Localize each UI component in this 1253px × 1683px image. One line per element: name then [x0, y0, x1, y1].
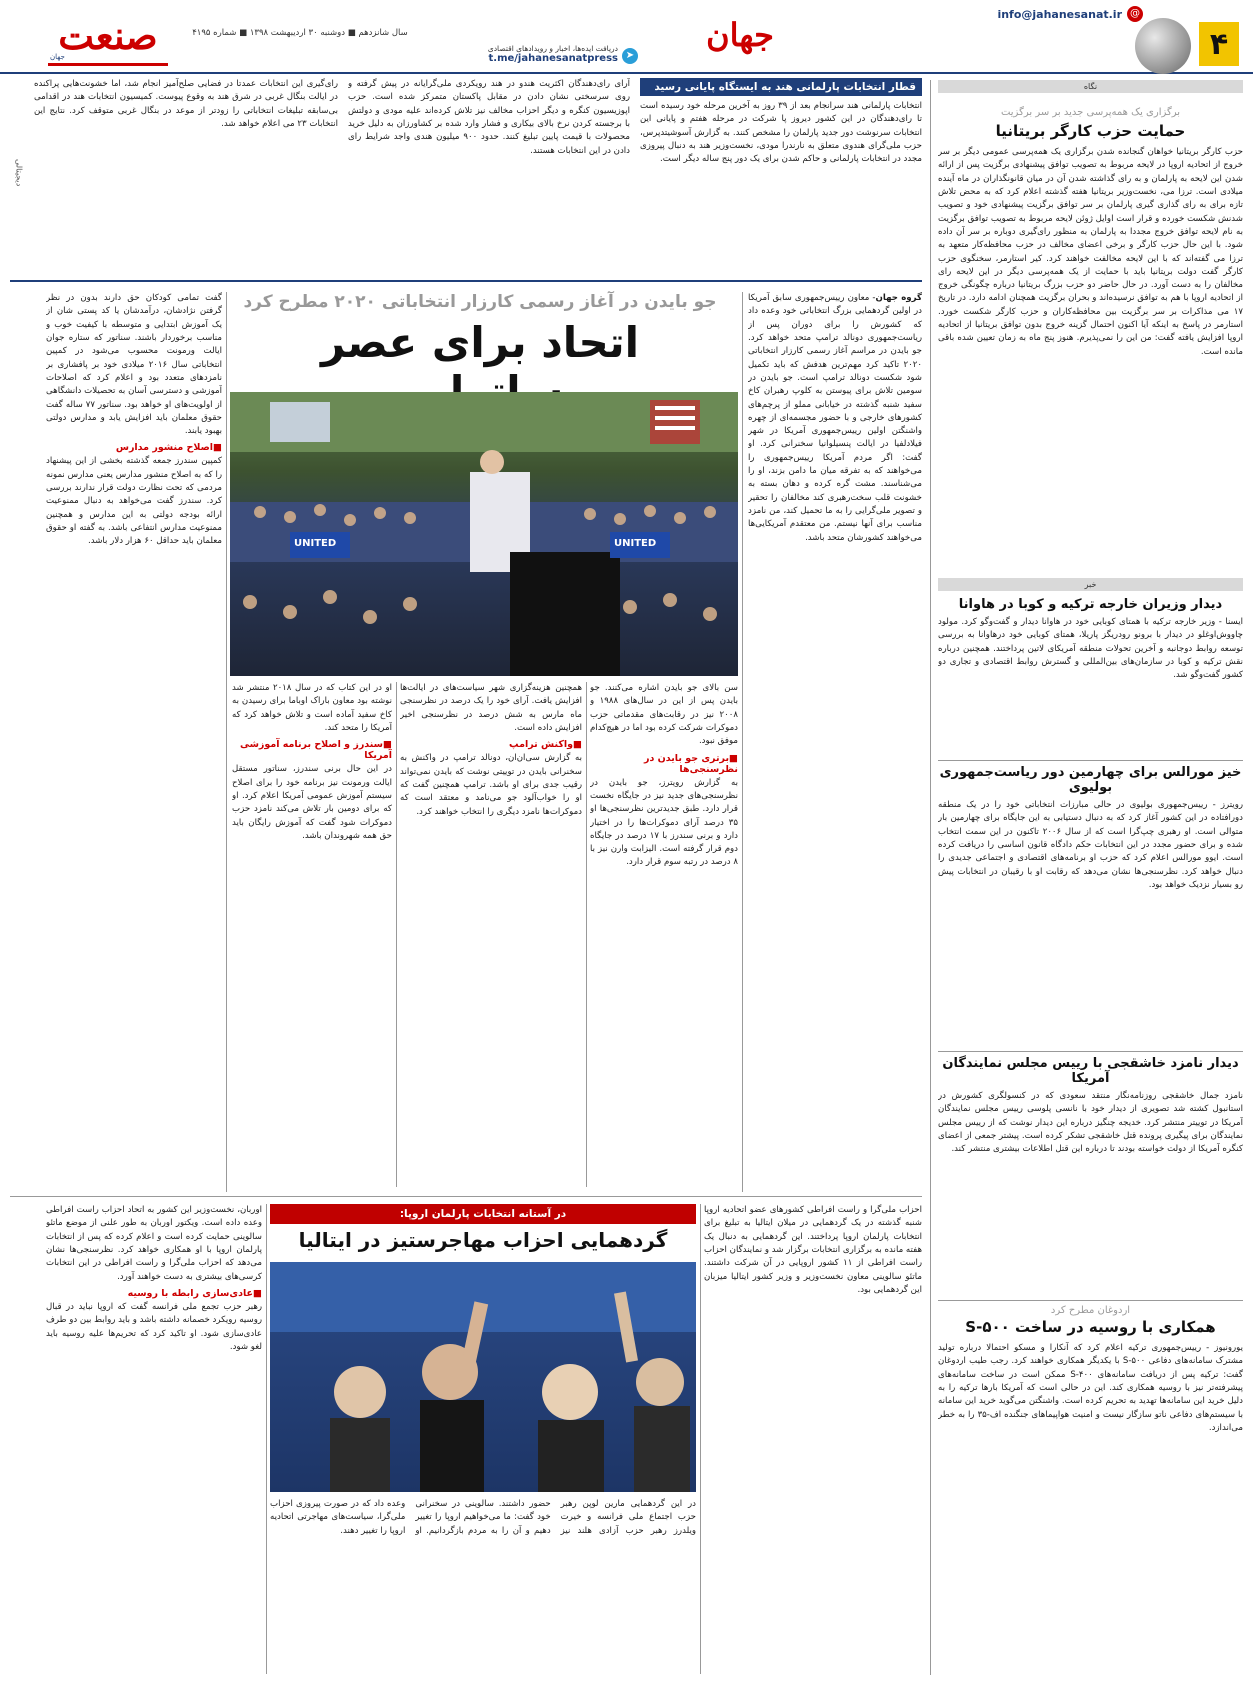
rally-illustration: [270, 1262, 696, 1492]
india-col3: رای‌گیری این انتخابات عمدتا در فضایی صلح‌آمیز انجام شد، اما خشونت‌هایی پراکنده در ایالت بنگال غربی در شرق هند به وقوع پیوست. کمیسیون انتخابات هند در اقدامی بی‌سابقه تبلیغات انتخاباتی را زودتر از موعد در بنگال غربی متوقف کرد. نتایج این انتخابات ۲۳ می اعلام خواهد شد.: [34, 79, 338, 129]
khashoggi-body: نامزد جمال خاشقجی روزنامه‌نگار منتقد سعودی که در کنسولگری کشورش در استانبول کشته شد تصویری از دیدار خود با نانسی پلوسی رییس مجلس نمایندگان آمریکا در توییتر منتشر کرد. خدیجه چنگیز درباره این دیدار نوشت که از رییس مجلس نمایندگان برای پیگیری پرونده قتل خاشقجی تشکر کرده است. پیشتر جمعی از اعضای کنگره آمریکا از دولت خواسته بودند تا درباره این قتل اطلاعات بیشتری منتشر کند.: [938, 1091, 1243, 1155]
main-col-a: [590, 682, 738, 1187]
main-left-text: گفت تمامی کودکان حق دارند بدون در نظر گرفتن نژادشان، درآمدشان یا کد پستی شان از یک آموزش ابتدایی و متوسطه با کیفیت خوب و مناسب برخوردار باشند. سناتور که ستاره جوان ایالت ورمونت محسوب می‌شود در کمپین انتخاباتی سال ۲۰۱۶ میلادی خود بر پافشاری بر نامزدهای متعدد بود و اعلام کرد که اصلاحات آموزشی و دسترسی آسان به تحصیلات دانشگاهی از اولویت‌های او خواهد بود. سناتور ۷۷ ساله گفت حقوق معلمان باید افزایش یابد و مدارس دولتی بهبود یابند.: [46, 293, 222, 437]
issue-info: سال شانزدهم ■ دوشنبه ۳۰ اردیبهشت ۱۳۹۸ ■ شماره ۴۱۹۵: [192, 28, 408, 38]
italy-col-right-text: احزاب ملی‌گرا و راست افراطی کشورهای عضو اتحادیه اروپا شنبه گذشته در یک گردهمایی در میلان ایتالیا به تبلیغ برای انتخابات پارلمان اروپا پرداختند. این گردهمایی به دنبال یک هفته مانده به برگزاری انتخابات برگزار شد و نمایندگان احزاب راست افراطی از ۱۱ کشور اروپایی در آن شرکت داشتند. ماتئو سالوینی معاون نخست‌وزیر و وزیر کشور ایتالیا میزبان این گردهمایی بود.: [704, 1205, 922, 1295]
bolivia-headline: خیز مورالس برای چهارمین دور ریاست‌جمهوری بولیوی: [939, 765, 1242, 795]
main-col-b-text2: به گزارش سی‌ان‌ان، دونالد ترامپ در واکنش به سخنرانی بایدن در توییتی نوشت که بایدن نمی‌تواند رقیب جدی برای او باشد. ترامپ همچنین گفت که او را خواب‌آلود جو می‌نامد و معتقد است که دموکرات‌ها نامزد دیگری را انتخاب خواهند کرد.: [400, 753, 582, 817]
section-tag-look: نگاه: [938, 80, 1243, 93]
turkey-cuba-body: ایسنا - وزیر خارجه ترکیه با همتای کوبایی خود در هاوانا دیدار و گفت‌وگو کرد. مولود چاووش‌اوغلو در دیدار با برونو رودریگز پاریلا، همتای کوبایی خود درهاوانا به بررسی توسعه روابط دوجانبه و آخرین تحولات منطقه آمریکای لاتین پرداختند. همچنین درباره نقش ترکیه و کوبا در سازمان‌های بین‌المللی و گسترش روابط اقتصادی و تجاری دو کشور گفت‌وگو شد.: [938, 617, 1243, 681]
italy-col-mid: [270, 1498, 696, 1674]
page-number-box: [1199, 22, 1239, 66]
email-icon: @: [1127, 6, 1143, 22]
main-col-c-text2: در این حال برنی سندرز، سناتور مستقل ایالت ورمونت نیز برنامه خود را برای اصلاح سیستم آموزش عمومی آمریکا اعلام کرد. او که برای دومین بار تلاش می‌کند نامزد حزب دموکرات شود گفت که آموزش رایگان باید حق همه شهروندان باشد.: [232, 764, 392, 841]
main-left-col: [46, 292, 222, 1192]
telegram-icon: ➤: [622, 48, 638, 64]
brexit-headline: حمایت حزب کارگر بریتانیا: [995, 122, 1186, 140]
italy-col-left: [46, 1204, 262, 1674]
page-header: [0, 0, 1253, 74]
india-headline-bar: [640, 78, 922, 96]
bolivia-body: رویترز - رییس‌جمهوری بولیوی در حالی مبارزات انتخاباتی خود را در یک منطقه دورافتاده در این کشور آغاز کرد که به دنبال دستیابی به این جایگاه برای چهارمین بار متوالی است. او رهبری چپ‌گرا است که از سال ۲۰۰۶ تاکنون در این سمت انتخاب شده و برای حضور مجدد در این انتخابات حکم دادگاه قانون اساسی را دریافت کرده است. ایوو مورالس اعلام کرد که حزب او برنامه‌های اقتصادی و اجتماعی جدیدی را دنبال خواهد کرد. نظرسنجی‌ها نشان می‌دهد که رقابت او با رقیبان در انتخابات پیش رو بسیار نزدیک خواهد بود.: [938, 800, 1243, 890]
main-photo: [230, 392, 738, 676]
main-left-text2: کمپین سندرز جمعه گذشته بخشی از این پیشنهاد را که به اصلاح منشور مدارس یعنی مدارس نمونه مردمی که تحت نظارت دولت قرار ندارند بررسی کرد. سندرز گفت می‌خواهد به دنبال ممنوعیت ارائه بودجه دولتی به این مدارس و همچنین ممنوعیت مدارس انتفاعی باشد. به گفته او حقوق معلمان باید حداقل ۶۰ هزار دلار باشد.: [46, 456, 222, 547]
telegram-box[interactable]: [410, 44, 640, 70]
main-left-subhead: ■ اصلاح منشور مدارس: [46, 442, 222, 453]
italy-col-left-text2: رهبر حزب تجمع ملی فرانسه گفت که اروپا نباید در قبال روسیه رویکرد خصمانه داشته باشد و باید روابط بین دو طرف عادی‌سازی شود. او تاکید کرد که تحریم‌ها علیه روسیه باید لغو شود.: [46, 1301, 262, 1352]
main-col-c-subhead: ■ سندرز و اصلاح برنامه آموزشی آمریکا: [232, 739, 392, 761]
india-box: [10, 78, 922, 274]
newspaper-logo: [48, 14, 168, 66]
main-lead-col: [748, 292, 922, 862]
page-number: ۴: [1209, 26, 1229, 62]
section-title: جهان: [706, 16, 774, 54]
main-lead-source: گروه جهان: [875, 293, 922, 303]
logo-text: صنعت: [58, 13, 158, 58]
main-col-b-text: همچنین هزینه‌گزاری شهر سیاست‌های در ایالت‌ها افزایش یافت. آرای خود را یک درصد در نظرسنجی ماه مارس به شش درصد در نظرسنجی اخیر افزایش داده است.: [400, 683, 582, 733]
telegram-line: دریافت ایده‌ها، اخبار و رویدادهای اقتصادی: [487, 44, 618, 53]
turkey-cuba-headline: دیدار وزیران خارجه ترکیه و کوبا در هاوانا: [958, 597, 1223, 612]
india-col1: انتخابات پارلمانی هند سرانجام بعد از ۳۹ روز به آخرین مرحله خود رسیده است تا رای‌دهندگان در این کشور دیروز پا شرکت در مرحله هفتم و پایانی این انتخابات سرنوشت دور جدید پارلمان را مشخص کنند. به گزارش آسوشیتدپرس، حزب ملی‌گرای هندوی متعلق به نارندرا مودی، نخست‌وزیر هند به دنبال پیروزی مجدد در انتخابات پارلمانی و حاکم شدن برای یک دور پنج ساله دیگر است.: [640, 101, 922, 165]
s500-kicker: اردوغان مطرح کرد: [1050, 1305, 1131, 1316]
section-tag-news: خبر: [938, 578, 1243, 591]
email-row[interactable]: [997, 6, 1143, 22]
s500-headline: همکاری با روسیه در ساخت S-۵۰۰: [965, 1318, 1216, 1336]
photo-sign-left: UNITED: [294, 538, 337, 549]
main-col-c: [232, 682, 392, 1187]
vertical-label: [10, 128, 28, 218]
italy-col-left-text: اوربان، نخست‌وزیر این کشور به اتحاد احزاب راست افراطی وعده داده است. ویکتور اوربان به طور علنی از موضع ماتئو سالوینی حمایت کرده است و اعلام کرده که پس از انتخابات پارلمان اروپا با او همکاری خواهد کرد. نظرسنجی‌ها نشان می‌دهد که احزاب ملی‌گرا و راست افراطی در این انتخابات کرسی‌های بیشتری به دست خواهند آورد.: [46, 1205, 262, 1282]
main-col-a-subhead: ■ برتری جو بایدن در نظرسنجی‌ها: [590, 753, 738, 775]
brexit-kicker: برگزاری یک همه‌پرسی جدید بر سر برگزیت: [1000, 107, 1181, 118]
main-lead-text: - معاون رییس‌جمهوری سابق آمریکا در اولین گردهمایی بزرگ انتخاباتی خود وعده داد که کشورش را برای دوران پس از ریاست‌جمهوری دونالد ترامپ متحد خواهد کرد. جو بایدن در مراسم آغاز رسمی کارزار انتخاباتی ۲۰۲۰ تاکید کرد مهم‌ترین هدفش که باید تکمیل شود شکست دونالد ترامپ است. جو بایدن در سومین تلاش برای پیوستن به کلوپ رهبران کاخ سفید شنبه گذشته در خیابانی مملو از پرچم‌های کشورهای خارجی و با حضور مجسمه‌ای از چهره واشنگتن اولین رییس‌جمهوری آمریکا در شهر فیلادلفیا در ایالت پنسیلوانیا سخنرانی کرد. او گفت: اگر مردم آمریکا رییس‌جمهوری را می‌خواهند که به تفرقه میان ما دامن بزند، او را می‌شناسند. مشت گره کرده و دهان بسته به خشونت قلب سخت‌رهبری کند مخالفان را تحقیر و تصویر ملی‌گرایی را به ما تحمیل کند، من نامزد مناسب برای آنها نیستم. من معتقدم آمریکایی‌ها می‌خواهند کشورشان متحد باشد.: [748, 293, 922, 543]
main-col-c-text: او در این کتاب که در سال ۲۰۱۸ منتشر شد نوشته بود معاون باراک اوباما برای رسیدن به کاخ سفید آماده است و تلاش خواهد کرد که آمریکا را متحد کند.: [232, 683, 392, 733]
main-col-a-text: سن بالای جو بایدن اشاره می‌کنند. جو بایدن پس از این در سال‌های ۱۹۸۸ و ۲۰۰۸ نیز در رقابت‌های مقدماتی حزب دموکرات شرکت کرده بود اما در هیچ‌کدام موفق نبود.: [590, 683, 738, 747]
italy-col-right: [704, 1204, 922, 1674]
italy-col-mid-text: در این گردهمایی مارین لوپن رهبر حزب اجتماع ملی فرانسه و خیرت ویلدرز رهبر حزب آزادی هلند نیز حضور داشتند. سالوینی در سخنرانی خود گفت: ما می‌خواهیم اروپا را تغییر دهیم و آن را به مردم بازگردانیم. او وعده داد که در صورت پیروزی احزاب ملی‌گرا، سیاست‌های مهاجرتی اتحادیه اروپا را تغییر دهند.: [270, 1499, 696, 1536]
india-col2: آرای رای‌دهندگان اکثریت هندو در هند رویکردی ملی‌گرایانه در پیش گرفته و روی سرسختی نشان دادن در مقابل پاکستان متمرکز شده است. حزب اپوزیسیون کنگره و دیگر احزاب مخالف نیز تلاش کرده‌اند علیه مودی و دولتش با برجسته کردن نرخ بالای بیکاری و فشار وارد شده بر کشاورزان به دلیل خرید محصولات با قیمت پایین تبلیغ کنند. حدود ۹۰۰ میلیون هندی واجد شرایط رای دادن در این انتخابات هستند.: [348, 79, 630, 156]
italy-col-left-subhead: ■ عادی‌سازی رابطه با روسیه: [46, 1288, 262, 1299]
s500-body: یورونیوز - رییس‌جمهوری ترکیه اعلام کرد که آنکارا و مسکو احتمالا درباره تولید مشترک سامانه‌های دفاعی S-۵۰۰ با یکدیگر همکاری خواهند کرد. رجب طیب اردوغان گفت: ترکیه پس از دریافت سامانه‌های S-۴۰۰ ممکن است در ساخت سامانه‌های پیشرفته‌تر نیز با روسیه همکاری کند. این در حالی است که آمریکا بارها ترکیه را به دلیل خرید این سامانه‌ها تهدید به تحریم کرده است. واشنگتن می‌گوید خرید این سامانه با سیستم‌های دفاعی ناتو سازگار نیست و امنیت هواپیماهای جنگنده اف-۳۵ را به خطر می‌اندازد.: [938, 1343, 1243, 1433]
main-kicker: جو بایدن در آغاز رسمی کارزار انتخاباتی ۲۰۲۰ مطرح کرد: [243, 292, 717, 312]
sidebar: [938, 80, 1243, 1675]
main-col-b: [400, 682, 582, 1187]
email-text[interactable]: info@jahanesanat.ir: [997, 7, 1122, 21]
india-headline: قطار انتخابات پارلمانی هند به ایستگاه پایانی رسید: [640, 78, 922, 96]
italy-photo: [270, 1262, 696, 1492]
brexit-body: حزب کارگر بریتانیا خواهان گنجانده شدن برگزاری یک همه‌پرسی عمومی دیگر بر سر خروج از اتحادیه اروپا در لایحه مربوط به تصویب توافق پیشنهادی برگزیت پس از ارائه شدن این لایحه به پارلمان و به رای گذاشته شدن آن در میان قانونگذاران در ماه آینده میلادی است. ترزا می، نخست‌وزیر بریتانیا هفته گذشته اعلام کرد که به محض تلاش تازه برای به رای گذاری گیری پارلمان بر سر توافق برگزیت پیشنهادی خود و تصویب شدنش شکست خورده و قرار است اوایل ژوئن لایحه مربوط به تصویب توافق برگزیت به نام لایحه توافق خروج مجددا به پارلمان به منظور رای‌گیری دوباره بر سر آن داده شود. با این حال حزب کارگر و برخی اعضای مخالف در حزب محافظه‌کار متعهد به ترزا می گفته‌اند که با این لایحه مخالفت خواهند کرد. کیر استارمر، سخنگوی حزب کارگر گفت دولت بریتانیا باید با حمایت از یک همه‌پرسی دیگر در این لایحه رای مخالفان را به دست آورد. در حال حاضر دو حزب بزرگ بریتانیا درباره چگونگی خروج از اتحادیه اروپا با هم به توافق نرسیده‌اند و بحران برگزیت همچنان ادامه دارد. در تاریخ ۱۷ می مذاکرات بر سر برگزیت بین محافظه‌کاران و حزب کارگر شکست خورد. استارمر در پاسخ به اینکه آیا اکنون احتمال گزینه خروج بدون توافق بریتانیا از اتحادیه اروپا افزایش یافته گفت: من این را نمی‌پذیرم. هنوز پنج ماه به زمان تعیین شده باقی مانده است.: [938, 147, 1243, 357]
logo-sub: جهان: [50, 53, 65, 61]
main-col-b-subhead: ■ واکنش ترامپ: [400, 739, 582, 750]
italy-banner: [270, 1204, 696, 1224]
telegram-handle[interactable]: t.me/jahanesanatpress: [488, 53, 618, 64]
main-col-a-text2: به گزارش رویترز، جو بایدن در نظرسنجی‌های جدید نیز در جایگاه نخست قرار دارد. طبق جدیدترین نظرسنجی‌ها او ۳۵ درصد آرای دموکرات‌ها را در اختیار دارد و برنی سندرز با ۱۷ درصد در جایگاه دوم قرار گرفته است. الیزابت وارن نیز با ۸ درصد در رتبه سوم قرار دارد.: [590, 777, 738, 868]
crowd-illustration: [230, 392, 738, 676]
globe-icon: [1135, 18, 1191, 74]
italy-banner-text: در آستانه انتخابات پارلمان اروپا:: [399, 1208, 567, 1220]
photo-sign-right: UNITED: [614, 538, 657, 549]
vertical-label-text: دیجیتالی: [14, 159, 24, 187]
khashoggi-headline: دیدار نامزد خاشقجی با رییس مجلس نمایندگان آمریکا: [942, 1056, 1239, 1086]
main-headline: اتحاد برای عصر: [321, 318, 639, 367]
italy-headline: گردهمایی احزاب مهاجرستیز در ایتالیا: [298, 1228, 668, 1252]
